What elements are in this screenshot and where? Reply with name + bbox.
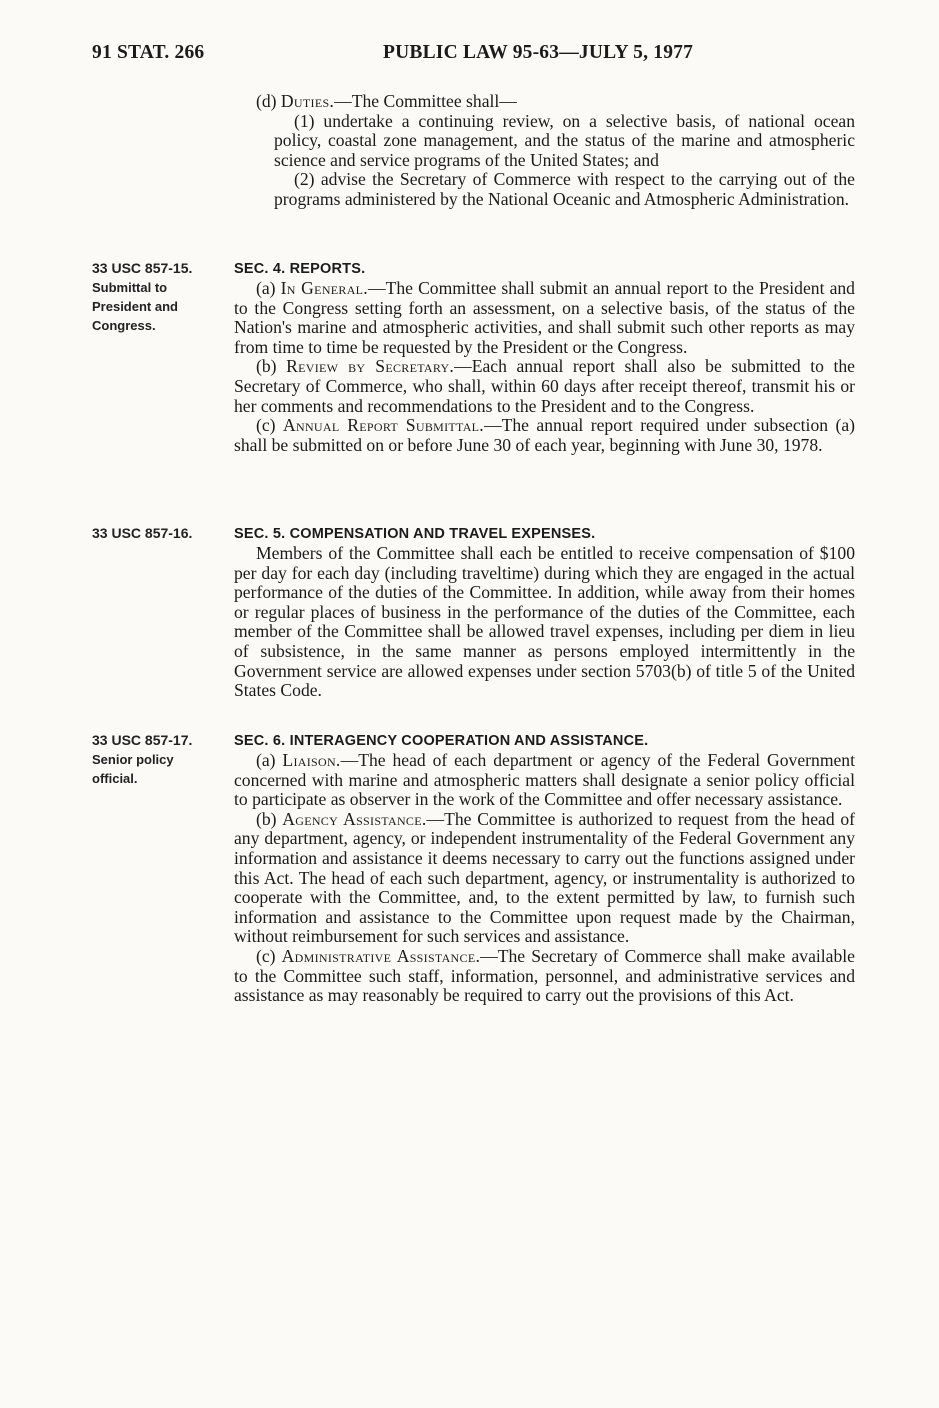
running-head-title: PUBLIC LAW 95-63—JULY 5, 1977 (383, 42, 694, 63)
section-4-reports (234, 259, 855, 455)
margin-citation-sec5: 33 USC 857-16. (92, 525, 193, 541)
sec4-a-heading: In General. (280, 278, 369, 298)
sec6-a-text: —The head of each department or agency of the Federal Government concerned with marine and atmospheric matters shall designate a senior policy official to participate as observer in the work of the Committee and offer necessary assistance. (234, 750, 855, 810)
sec4-c-paren: (c) (256, 415, 283, 436)
margin-citation-sec6: 33 USC 857-17. (92, 732, 193, 748)
section-3d-duties (234, 92, 855, 210)
sec6-a-heading: Liaison. (282, 750, 341, 770)
subsection-d-lead (234, 92, 855, 112)
sec4-c-heading: Annual Report Submittal. (282, 415, 485, 436)
sec4-subsection-b (234, 357, 855, 416)
duty-item-2: (2) advise the Secretary of Commerce with respect to the carrying out of the programs administered by the National Oceanic and Atmospheric Administration. (274, 169, 855, 209)
sec4-b-heading: Review by Secretary. (286, 356, 455, 377)
margin-note-senior-policy: Senior policy official. (92, 752, 174, 786)
section-4-heading: SEC. 4. REPORTS. (234, 261, 366, 277)
margin-citation-sec4: 33 USC 857-15. (92, 260, 193, 276)
sec4-subsection-a (234, 279, 855, 357)
section-5-compensation (234, 524, 855, 701)
sec6-subsection-c (234, 947, 855, 1006)
sec4-c-text: —The annual report required under subsection (a) shall be submitted on or before June 30 of each year, beginning with June 30, 1978. (234, 415, 856, 455)
sec6-subsection-a (234, 751, 855, 810)
section-6-interagency (234, 731, 855, 1006)
duty-item-1: (1) undertake a continuing review, on a selective basis, of national ocean policy, coastal zone management, and the status of the marine and atmospheric science and service programs of the United States; and (274, 110, 855, 170)
statute-page-reference: 91 STAT. 266 (92, 42, 205, 63)
margin-note-submittal: Submittal to President and Congress. (92, 280, 178, 333)
sec4-a-text: —The Committee shall submit an annual report to the President and to the Congress setting forth an assessment, on a selective basis, of the status of the Nation's marine and atmospheric activities, and shall submit such other reports as may from time to time be requested by the President or the Congress. (234, 278, 855, 357)
sec4-a-paren: (a) (256, 278, 281, 298)
sec6-c-heading: Administrative Assistance. (281, 945, 481, 966)
section-6-heading: SEC. 6. INTERAGENCY COOPERATION AND ASSISTANCE. (234, 733, 649, 749)
margin-note-sec6 (92, 731, 228, 788)
sec4-b-text: —Each annual report shall also be submitted to the Secretary of Commerce, who shall, within 60 days after receipt thereof, transmit his or her comments and recommendations to the President and to the Congress. (234, 356, 855, 416)
sec6-c-paren: (c) (256, 945, 282, 966)
sec5-text: Members of the Committee shall each be entitled to receive compensation of $100 per day for each day (including traveltime) during which they are engaged in the actual performance of the duties of the Committee. In addition, while away from their homes or regular places of business in the performance of the duties of the Committee, each member of the Committee shall be allowed travel expenses, including per diem in lieu of subsistence, in the same manner as persons employed intermittently in the Government service are allowed expenses under section 5703(b) of title 5 of the United States Code. (234, 543, 855, 701)
margin-note-sec4 (92, 259, 228, 335)
subsection-d-heading: Duties. (280, 91, 335, 111)
sec6-c-text: —The Secretary of Commerce shall make available to the Committee such staff, information, personnel, and administrative services and assistance as may reasonably be required to carry out the provisions of this Act. (234, 945, 855, 1006)
sec6-b-text: —The Committee is authorized to request from the head of any department, agency, or independent instrumentality of the Federal Government any information and assistance it deems necessary to carry out the functions assigned under this Act. The head of each such department, agency, or instrumentality is authorized to cooperate with the Committee, and, to the extent permitted by law, to furnish such information and assistance to the Committee upon request made by the Chairman, without reimbursement for such services and assistance. (234, 808, 855, 947)
sec4-subsection-c (234, 416, 855, 455)
subsection-d-lead-text: —The Committee shall— (334, 91, 517, 111)
sec4-b-paren: (b) (256, 356, 287, 377)
sec6-a-paren: (a) (256, 750, 283, 770)
section-5-heading: SEC. 5. COMPENSATION AND TRAVEL EXPENSES. (234, 526, 596, 542)
sec6-subsection-b (234, 810, 855, 947)
subsection-d-paren: (d) (256, 91, 281, 111)
margin-note-sec5 (92, 524, 228, 543)
sec6-b-heading: Agency Assistance. (282, 808, 427, 829)
sec6-b-paren: (b) (256, 808, 283, 829)
